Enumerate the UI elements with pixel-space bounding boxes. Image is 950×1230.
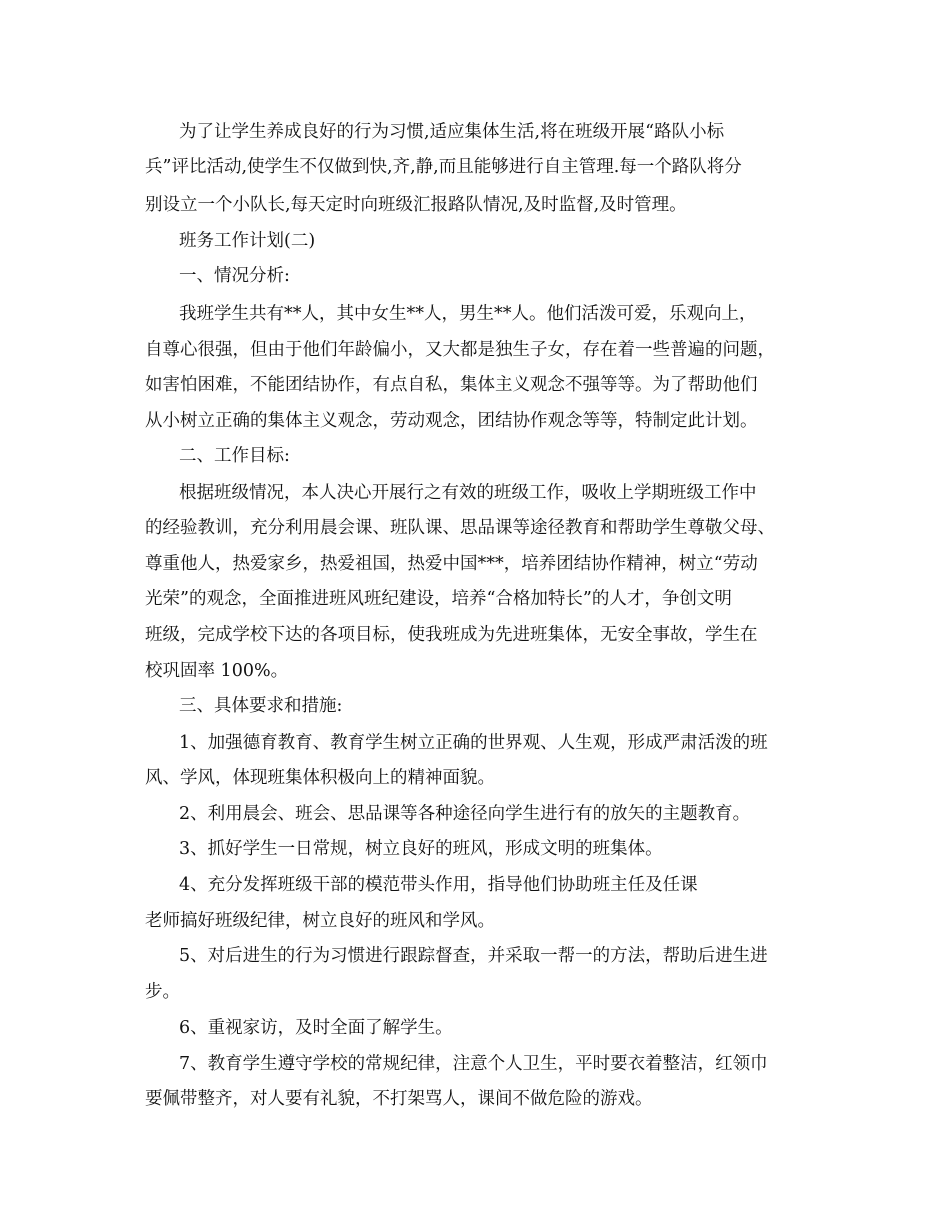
- list-item-continuation: 风、学风，体现班集体积极向上的精神面貌。: [145, 768, 495, 788]
- list-item: 3、抓好学生一日常规，树立良好的班风，形成文明的班集体。: [179, 839, 663, 859]
- paragraph-line: 尊重他人，热爱家乡，热爱祖国，热爱中国***，培养团结协作精神，树立“劳动: [145, 554, 758, 574]
- paragraph-line: 自尊心很强，但由于他们年龄偏小，又大都是独生子女，存在着一些普遍的问题，: [145, 340, 775, 360]
- section-heading: 三、具体要求和措施:: [179, 696, 343, 716]
- paragraph-line: 为了让学生养成良好的行为习惯,适应集体生活,将在班级开展“路队小标: [179, 122, 725, 142]
- section-heading: 一、情况分析:: [179, 266, 290, 286]
- list-item: 2、利用晨会、班会、思品课等各种途径向学生进行有的放矢的主题教育。: [179, 804, 751, 824]
- section-heading: 二、工作目标:: [179, 446, 290, 466]
- list-item-continuation: 步。: [145, 982, 180, 1002]
- list-item: 5、对后进生的行为习惯进行跟踪督查，并采取一帮一的方法，帮助后进生进: [179, 946, 768, 966]
- list-item-continuation: 老师搞好班级纪律，树立良好的班风和学风。: [145, 911, 495, 931]
- paragraph-line: 别设立一个小队长,每天定时向班级汇报路队情况,及时监督,及时管理。: [145, 195, 687, 215]
- paragraph-line: 如害怕困难，不能团结协作，有点自私，集体主义观念不强等等。为了帮助他们: [145, 375, 758, 395]
- list-item-continuation: 要佩带整齐，对人要有礼貌，不打架骂人，课间不做危险的游戏。: [145, 1089, 653, 1109]
- paragraph-line: 校巩固率 100%。: [145, 661, 289, 681]
- list-item: 6、重视家访，及时全面了解学生。: [179, 1018, 453, 1038]
- paragraph-line: 兵”评比活动,使学生不仅做到快,齐,静,而且能够进行自主管理.每一个路队将分: [145, 157, 742, 177]
- list-item: 7、教育学生遵守学校的常规纪律，注意个人卫生，平时要衣着整洁，红领巾: [179, 1054, 768, 1074]
- list-item: 4、充分发挥班级干部的模范带头作用，指导他们协助班主任及任课: [179, 875, 698, 895]
- paragraph-line: 根据班级情况，本人决心开展行之有效的班级工作，吸收上学期班级工作中: [179, 483, 757, 503]
- paragraph-line: 班级，完成学校下达的各项目标，使我班成为先进班集体，无安全事故，学生在: [145, 625, 758, 645]
- paragraph-line: 从小树立正确的集体主义观念，劳动观念，团结协作观念等等，特制定此计划。: [145, 411, 758, 431]
- section-title: 班务工作计划(二): [179, 231, 316, 251]
- paragraph-line: 我班学生共有**人，其中女生**人，男生**人。他们活泼可爱，乐观向上，: [179, 304, 757, 324]
- paragraph-line: 的经验教训，充分利用晨会课、班队课、思品课等途径教育和帮助学生尊敬父母、: [145, 518, 775, 538]
- paragraph-line: 光荣”的观念，全面推进班风班纪建设，培养“合格加特长”的人才，争创文明: [145, 589, 732, 609]
- list-item: 1、加强德育教育、教育学生树立正确的世界观、人生观，形成严肃活泼的班: [179, 733, 768, 753]
